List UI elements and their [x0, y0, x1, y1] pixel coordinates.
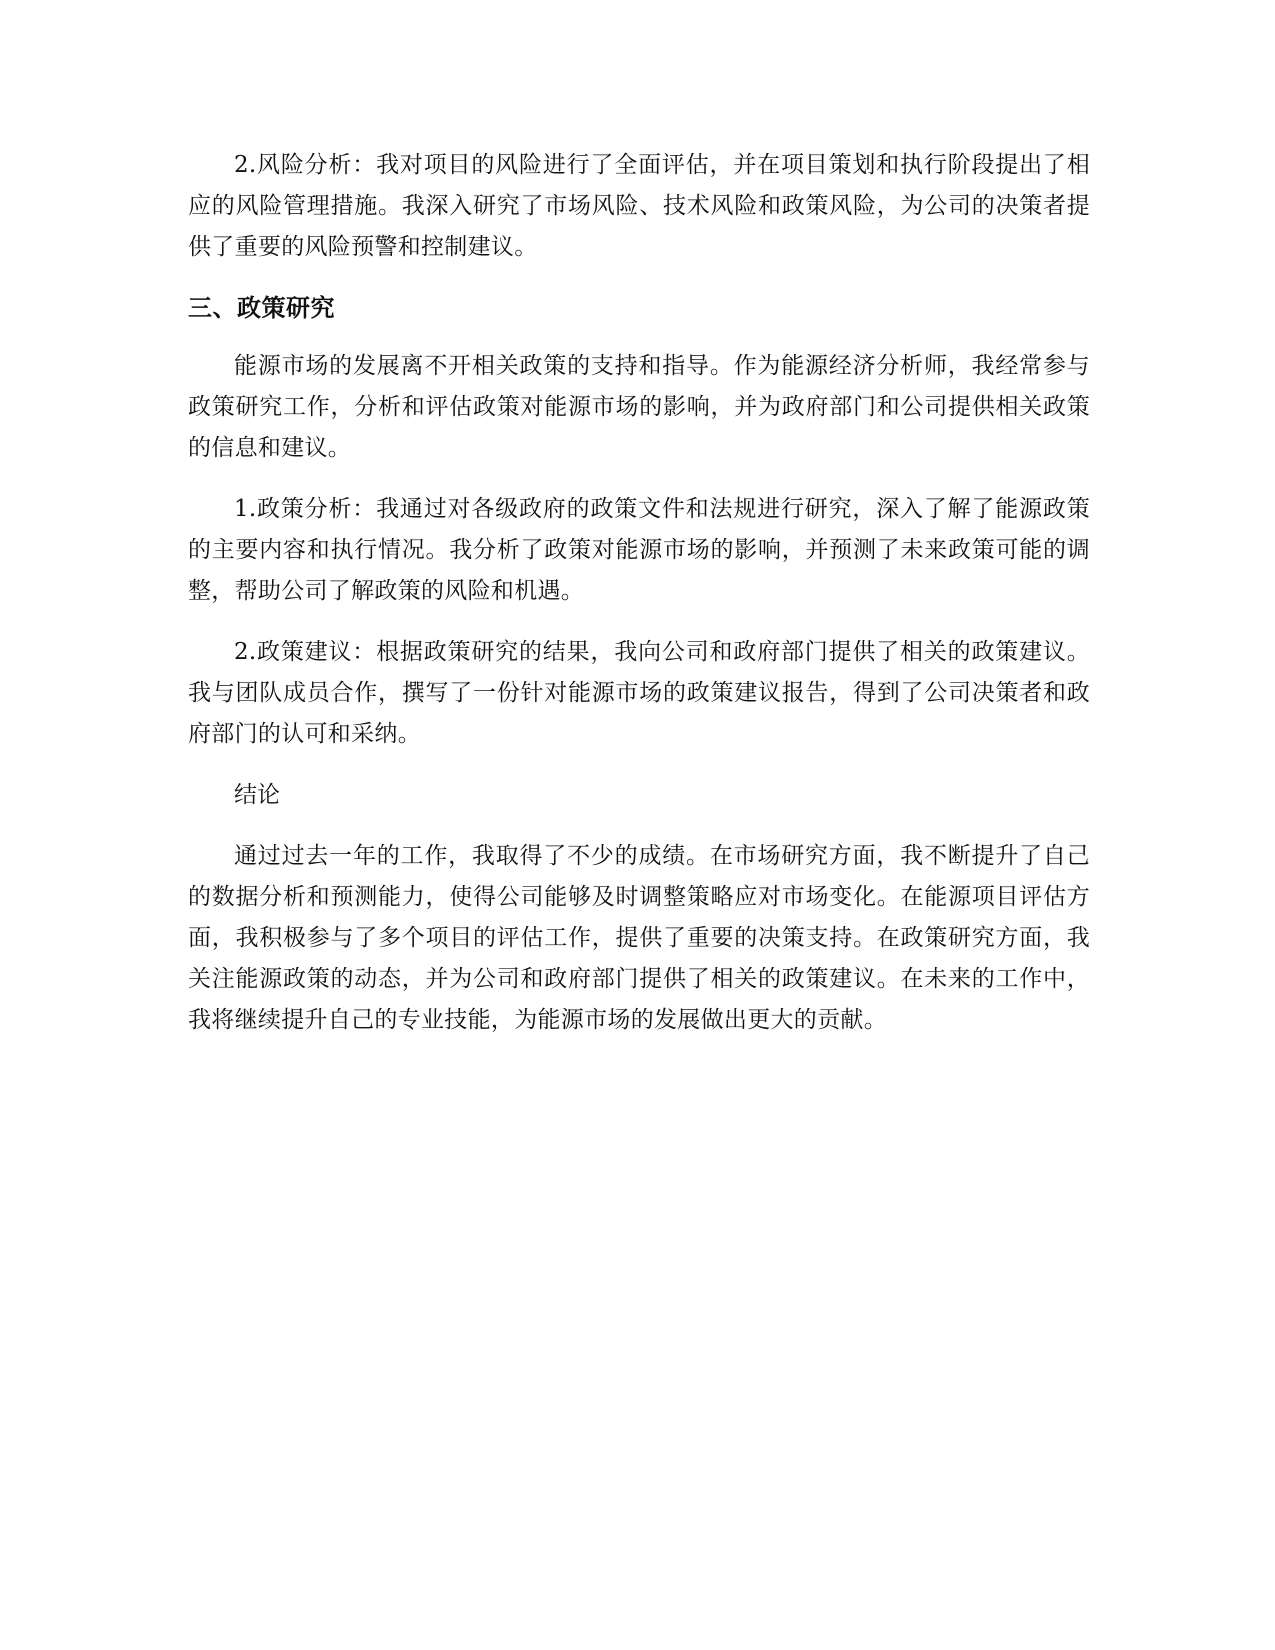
- section-heading-policy-research: 三、政策研究: [188, 294, 335, 322]
- conclusion-label: 结论: [234, 782, 280, 808]
- document-body: [188, 145, 1090, 1061]
- paragraph-policy-intro: 能源市场的发展离不开相关政策的支持和指导。作为能源经济分析师，我经常参与政策研究工作，分析和评估政策对能源市场的影响，并为政府部门和公司提供相关政策的信息和建议。: [188, 353, 1090, 461]
- paragraph-risk-analysis: 2.风险分析：我对项目的风险进行了全面评估，并在项目策划和执行阶段提出了相应的风险管理措施。我深入研究了市场风险、技术风险和政策风险，为公司的决策者提供了重要的风险预警和控制建议。: [188, 152, 1090, 260]
- paragraph-policy-advice: 2.政策建议：根据政策研究的结果，我向公司和政府部门提供了相关的政策建议。我与团队成员合作，撰写了一份针对能源市场的政策建议报告，得到了公司决策者和政府部门的认可和采纳。: [188, 639, 1090, 747]
- paragraph-conclusion: 通过过去一年的工作，我取得了不少的成绩。在市场研究方面，我不断提升了自己的数据分析和预测能力，使得公司能够及时调整策略应对市场变化。在能源项目评估方面，我积极参与了多个项目的评估工作，提供了重要的决策支持。在政策研究方面，我关注能源政策的动态，并为公司和政府部门提供了相关的政策建议。在未来的工作中，我将继续提升自己的专业技能，为能源市场的发展做出更大的贡献。: [188, 843, 1090, 1033]
- paragraph-policy-analysis: 1.政策分析：我通过对各级政府的政策文件和法规进行研究，深入了解了能源政策的主要内容和执行情况。我分析了政策对能源市场的影响，并预测了未来政策可能的调整，帮助公司了解政策的风险和机遇。: [188, 496, 1090, 604]
